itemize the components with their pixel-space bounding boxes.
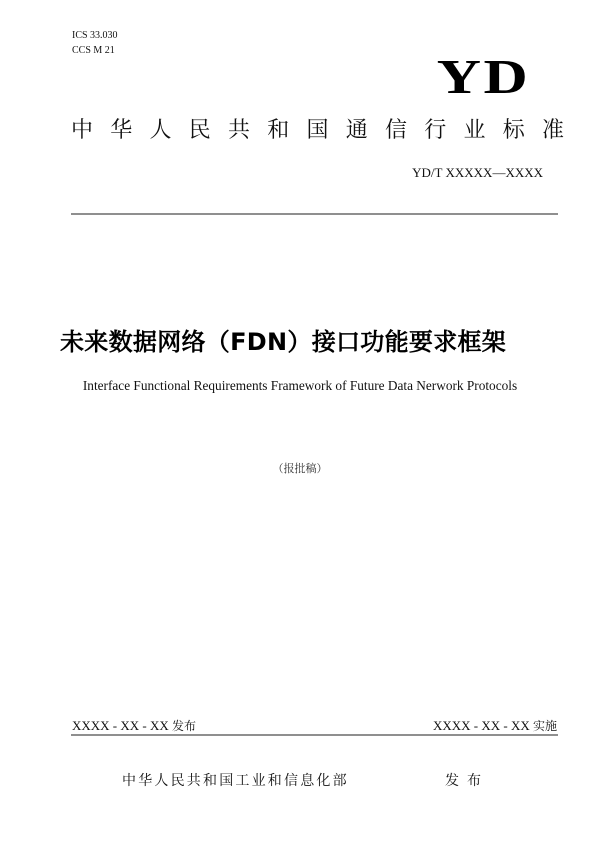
heading-char: 通 [345, 118, 368, 143]
heading-char: 国 [306, 118, 329, 143]
publish-date: XXXX - XX - XX [72, 718, 169, 733]
heading-char: 民 [188, 118, 211, 143]
implement-date: XXXX - XX - XX [432, 718, 530, 733]
heading-char: 华 [110, 118, 133, 143]
top-divider [71, 213, 558, 215]
heading-char: 准 [541, 118, 564, 143]
publish-label: 发布 [172, 719, 197, 733]
heading-char: 中 [70, 118, 93, 143]
heading-char: 行 [424, 118, 447, 143]
heading-char: 信 [384, 118, 407, 143]
classification-codes [72, 28, 118, 58]
heading-char: 和 [267, 118, 290, 143]
heading-char: 业 [463, 118, 486, 143]
industry-standard-heading [70, 116, 565, 146]
draft-status: （报批稿） [272, 462, 328, 475]
yd-logo: YD [436, 49, 531, 104]
heading-char: 共 [227, 118, 250, 143]
implement-label: 实施 [532, 719, 557, 733]
publish-date-line [72, 718, 196, 734]
document-title-chinese: 未来数据网络（FDN）接口功能要求框架 [60, 328, 507, 356]
heading-char: 人 [149, 118, 172, 143]
issuing-authority: 中华人民共和国工业和信息化部 [122, 773, 349, 789]
document-title-english: Interface Functional Requirements Framework of Future Data Nerwork Protocols [82, 378, 518, 393]
implement-date-line [380, 718, 557, 734]
ccs-code: CCS M 21 [72, 45, 115, 56]
heading-char: 标 [502, 118, 525, 143]
issuing-action: 发布 [445, 773, 489, 789]
ics-code: ICS 33.030 [72, 30, 118, 41]
standard-number: YD/T XXXXX—XXXX [412, 165, 543, 180]
bottom-divider [71, 734, 558, 736]
